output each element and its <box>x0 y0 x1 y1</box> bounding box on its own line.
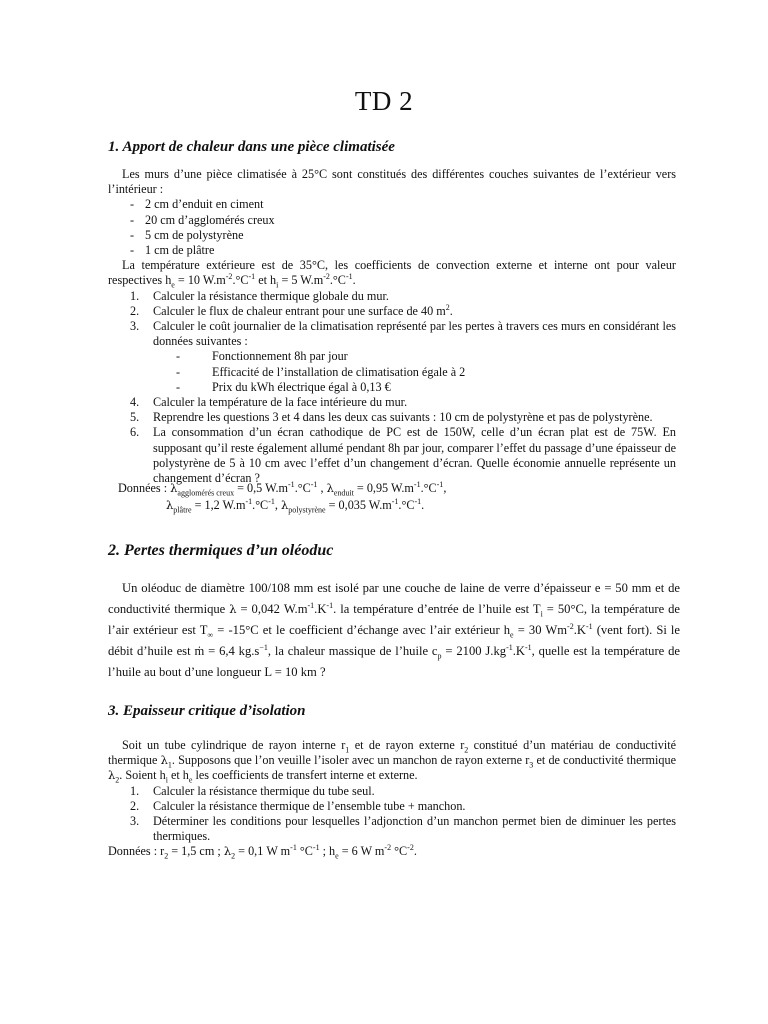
question-item: 2. Calculer le flux de chaleur entrant pour une surface de 40 $m^2$. <box>130 302 453 318</box>
data-line-2: $\lambda_{plâtre} = 1,2$ $W.m^{-1}.^\circ C^{-1}$, $\lambda_{polystyrène} = 0,035$ $W.m^{-1}.^\circ C^{-1}$. <box>166 496 425 515</box>
section-1-intro: Les murs d’une pièce climatisée à 25°C sont constitués des différentes couches suivantes de l’extérieur vers l’intérieur : <box>108 167 676 197</box>
question-item: 3. Déterminer les conditions pour lesquelles l’adjonction d’un manchon permet bien de diminuer les pertes thermiques. <box>130 814 676 844</box>
section-1-heading: 1. Apport de chaleur dans une pièce climatisée <box>108 139 395 155</box>
data-line-1: Données : $\lambda_{agglomérés creux} = 0,5$ $W.m^{-1}.^\circ C^{-1}$ , $\lambda_{enduit} = 0,95$ $W.m^{-1}.^\circ C^{-1}$, <box>118 479 447 498</box>
question-item: 5. Reprendre les questions 3 et 4 dans les deux cas suivants : 10 cm de polystyrène et pas de polystyrène. <box>130 410 653 425</box>
section-2-paragraph: Un oléoduc de diamètre 100/108 mm est isolé par une couche de laine de verre d’épaisseur e = 50 mm et de conductivité thermique λ = 0,042 $W.m^{-1}.K^{-1}$. la température d’entrée de l’huile est $T_i = 50^\circ C$, la température de l’air extérieur est $T_\infty = -15^\circ C$ et le coefficient d’échange avec l’air extérieur $h_e = 30$ $Wm^{-2}.K^{-1}$ (vent fort). Si le débit d’huile est ṁ = 6,4 $kg.s^{-1}$, la chaleur massique de l’huile $c_p = 2100$ $J.kg^{-1}.K^{-1}$, quelle est la température de l’huile au bout d’une longueur L = 10 km ? <box>108 581 681 679</box>
list-item: - 2 cm d’enduit en ciment <box>130 197 676 212</box>
section-1-questions-cont <box>108 395 676 486</box>
list-item: - Fonctionnement 8h par jour <box>176 349 676 364</box>
section-3-questions <box>108 784 676 845</box>
q3-conditions-list <box>108 349 676 395</box>
section-3-heading: 3. Epaisseur critique d’isolation <box>108 703 306 719</box>
question-item: 2. Calculer la résistance thermique de l’ensemble tube + manchon. <box>130 798 466 813</box>
temperature-paragraph: La température extérieure est de 35°C, les coefficients de convection externe et interne ont pour valeur respectives $h_e = 10$ $W.m^{-2}.^\circ C^{-1}$ et $h_i = 5$ $W.m^{-2}.^\circ C^{-1}$. <box>108 258 676 290</box>
list-item: - 1 cm de plâtre <box>130 243 676 258</box>
list-item: - 5 cm de polystyrène <box>130 228 676 243</box>
list-item: - Efficacité de l’installation de climatisation égale à 2 <box>176 365 676 380</box>
section-3-body <box>108 738 676 860</box>
question-item: 1. Calculer la résistance thermique du tube seul. <box>130 783 375 798</box>
section-3-intro: Soit un tube cylindrique de rayon interne $r_1$ et de rayon externe $r_2$ constitué d’un matériau de conductivité thermique $\lambda_1$. Supposons que l’on veuille l’isoler avec un manchon de rayon externe $r_3$ et de conductivité thermique $\lambda_2$. Soient $h_i$ et $h_e$ les coefficients de transfert interne et externe. <box>108 738 677 785</box>
section-1-body <box>108 167 676 486</box>
list-item: - Prix du kWh électrique égal à 0,13 € <box>176 380 676 395</box>
section-1-questions <box>108 289 676 350</box>
question-item: 6. La consommation d’un écran cathodique de PC est de 150W, celle d’un écran plat est de 75W. En supposant qu’il reste également allumé pendant 8h par jour, comparer l’effet du passage d’une épaisseur de polystyrène de 5 à 10 cm avec l’effet d’un changement d’écran. Quelle économie annuelle représente un changement d’écran ? <box>130 425 676 486</box>
list-item: - 20 cm d’agglomérés creux <box>130 213 676 228</box>
question-item: 1. Calculer la résistance thermique globale du mur. <box>130 288 389 303</box>
document-title: TD 2 <box>354 86 414 116</box>
wall-layers-list <box>108 197 676 258</box>
section-3-data: Données : $r_2 = 1,5$ cm ; $\lambda_2 = 0,1$ W $m^{-1}$ $^\circ C^{-1}$ ; $h_e = 6$ W $m^{-2}$ $^\circ C^{-2}$. <box>108 843 417 861</box>
section-1-data <box>118 480 446 514</box>
section-2-heading: 2. Pertes thermiques d’un oléoduc <box>108 542 334 559</box>
question-item: 4. Calculer la température de la face intérieure du mur. <box>130 395 408 410</box>
question-item: 3. Calculer le coût journalier de la climatisation représenté par les pertes à travers ces murs en considérant les données suivantes : <box>130 319 676 349</box>
